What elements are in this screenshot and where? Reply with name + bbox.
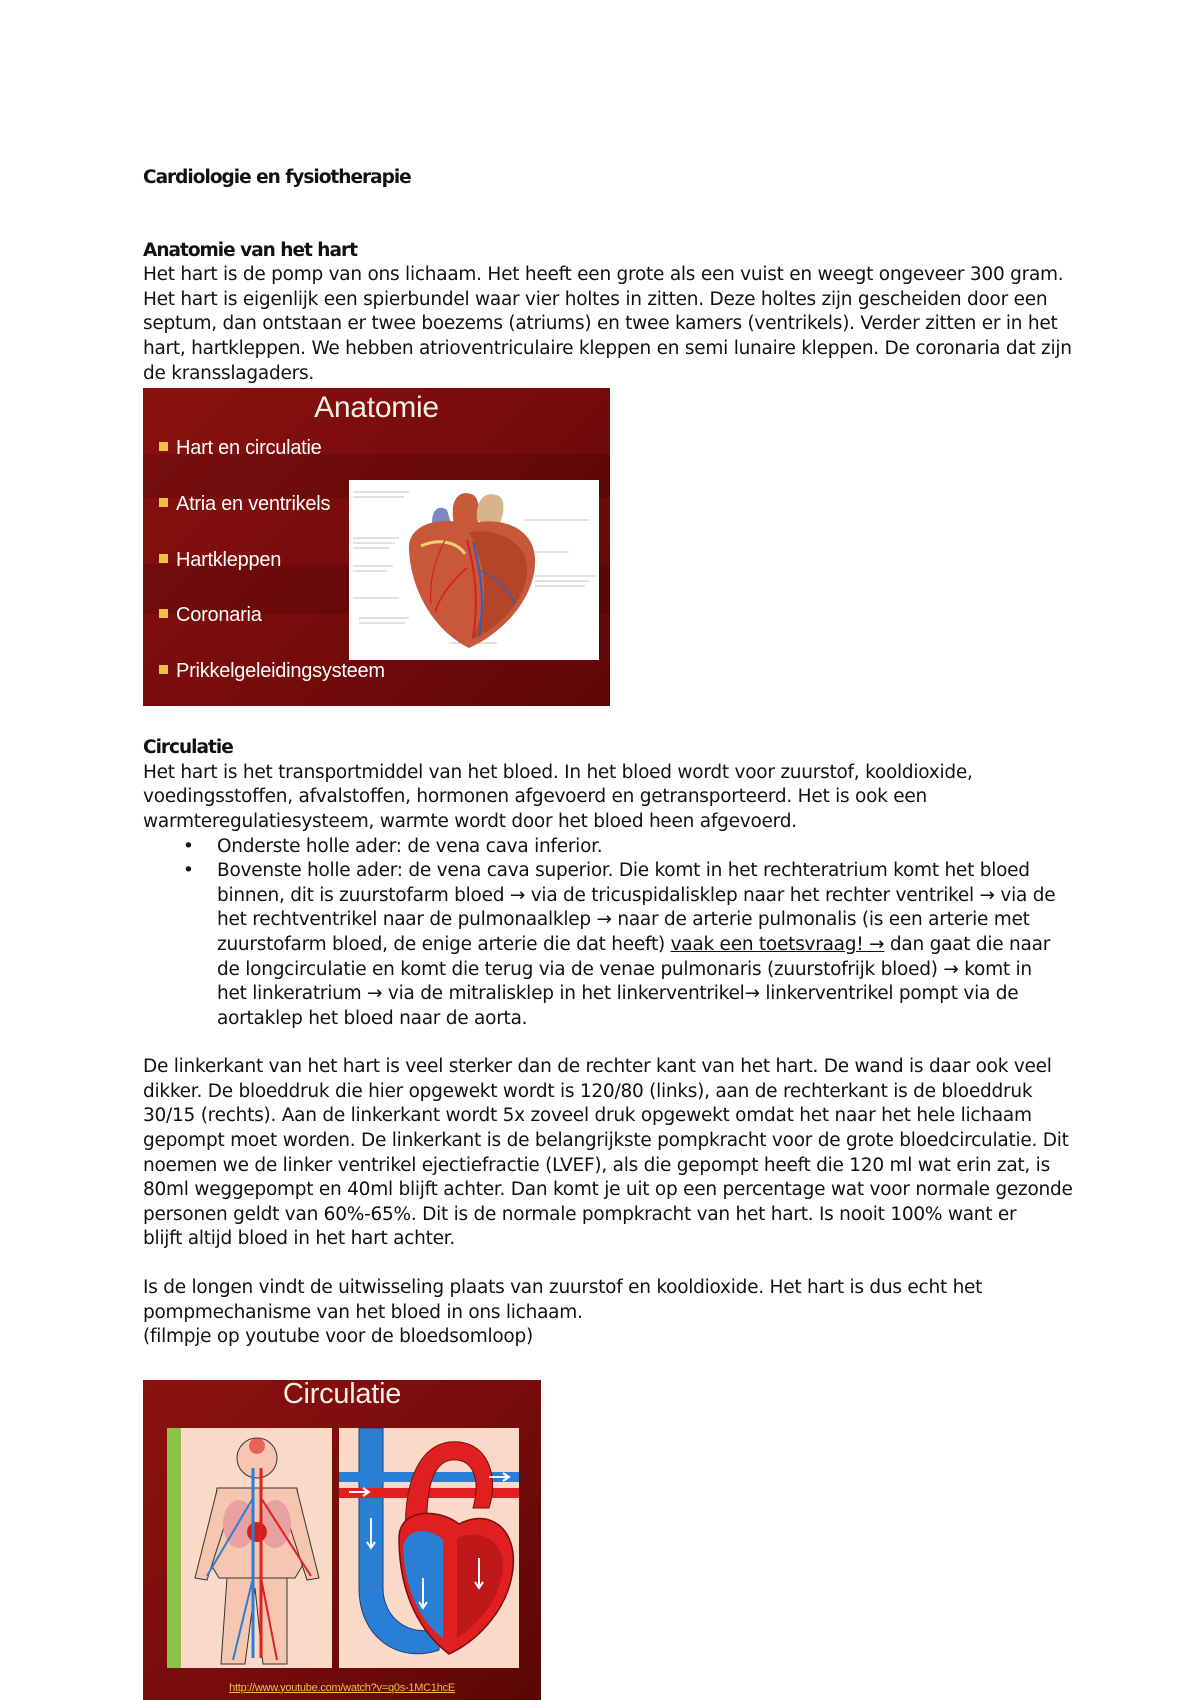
document-body <box>143 166 1073 1700</box>
anatomy-line: hart, hartkleppen. We hebben atrioventriculaire kleppen en semi lunaire kleppen. De coronaria dat zijn <box>143 337 1072 359</box>
list-item: • Bovenste holle ader: de vena cava superior. Die komt in het rechteratrium komt het bloed binnen, dit is zuurstofarm bloed → via de tricuspidalisklep naar het rechter ventrikel → via de het rechtventrikel naar de pulmonaalklep → naar de arterie pulmonalis (is een arterie met zuurstofarm bloed, de enige arterie die dat heeft) vaak een toetsvraag! → dan gaat die naar de longcirculatie en komt die terug via de venae pulmonaris (zuurstofrijk bloed) → komt in het linkeratrium → via de mitralisklep in het linkerventrikel→ linkerventrikel pompt via de aortaklep het bloed naar de aorta. <box>183 860 1056 1029</box>
left-side-paragraph: De linkerkant van het hart is veel sterker dan de rechter kant van het hart. De wand is daar ook veel dikker. De bloeddruk die hier opgewekt wordt is 120/80 (links), aan de rechterkant is de bloeddruk 30/15 (rechts). Aan de linkerkant wordt 5x zoveel druk opgewekt omdat het naar het hele lichaam gepompt moet worden. De linkerkant is de belangrijkste pompkracht voor de grote bloedcirculatie. Dit noemen we de linker ventrikel ejectiefractie (LVEF), als die gepompt heeft die 120 ml wat erin zat, is 80ml weggepompt en 40ml blijft achter. Dan komt je uit op een percentage wat voor normale gezonde personen geldt van 60%-65%. Dit is de normale pompkracht van het hart. Is nooit 100% want er blijft altijd bloed in het hart achter. <box>143 1056 1073 1250</box>
anatomy-line: Het hart is eigenlijk een spierbundel waar vier holtes in zitten. Deze holtes zijn gescheiden door een <box>143 288 1048 310</box>
heart-illustration <box>349 480 599 660</box>
anatomy-slide-item: Coronaria <box>159 603 262 628</box>
circulation-line: warmteregulatiesysteem, warmte wordt door het bloed heen afgevoerd. <box>143 810 797 832</box>
document-title: Cardiologie en fysiotherapie <box>143 167 411 188</box>
list-item: • Onderste holle ader: de vena cava inferior. <box>143 835 1073 860</box>
heart-chambers-icon <box>339 1428 519 1668</box>
lungs-paragraph: Is de longen vindt de uitwisseling plaats van zuurstof en kooldioxide. Het hart is dus echt het pompmechanisme van het bloed in ons lichaam. (filmpje op youtube voor de bloedsomloop) <box>143 1277 983 1348</box>
anatomy-slide-item: Hartkleppen <box>159 548 281 573</box>
anatomy-line: Het hart is de pomp van ons lichaam. Het heeft een grote als een vuist en weegt ongeveer 300 gram. <box>143 264 1064 286</box>
circulation-slide-image <box>143 1380 541 1700</box>
anatomy-heading: Anatomie van het hart <box>143 239 357 261</box>
bullet-square-icon <box>159 498 168 507</box>
anatomy-slide-image <box>143 388 610 706</box>
bullet-square-icon <box>159 554 168 563</box>
bullet-square-icon <box>159 442 168 451</box>
bullet-icon: • <box>183 860 194 882</box>
youtube-link[interactable]: http://www.youtube.com/watch?v=q0s-1MC1hcE <box>229 1681 455 1694</box>
circulation-heading: Circulatie <box>143 737 233 759</box>
anatomy-line: septum, dan ontstaan er twee boezems (atriums) en twee kamers (ventrikels). Verder zitten er in het <box>143 313 1058 335</box>
circulation-line: Het hart is het transportmiddel van het bloed. In het bloed wordt voor zuurstof, kooldioxide, <box>143 761 973 783</box>
body-circulation-icon <box>167 1428 332 1668</box>
bullet-square-icon <box>159 609 168 618</box>
anatomy-slide-item: Prikkelgeleidingsysteem <box>159 659 385 684</box>
circulation-bullet-list <box>143 835 1073 1032</box>
heart-icon <box>349 480 599 660</box>
bullet-icon: • <box>183 835 194 857</box>
anatomy-slide-item: Hart en circulatie <box>159 436 322 461</box>
bullet-square-icon <box>159 665 168 674</box>
anatomy-slide-item: Atria en ventrikels <box>159 492 330 517</box>
anatomy-line: de kransslagaders. <box>143 362 314 384</box>
exam-question-note: vaak een toetsvraag! → <box>670 933 885 955</box>
circulation-slide-title: Circulatie <box>282 1379 402 1410</box>
heart-circulation-illustration <box>339 1428 519 1668</box>
anatomy-slide-title: Anatomie <box>314 391 439 425</box>
body-circulation-illustration <box>167 1428 332 1668</box>
circulation-line: voedingsstoffen, afvalstoffen, hormonen afgevoerd en getransporteerd. Het is ook een <box>143 786 927 808</box>
